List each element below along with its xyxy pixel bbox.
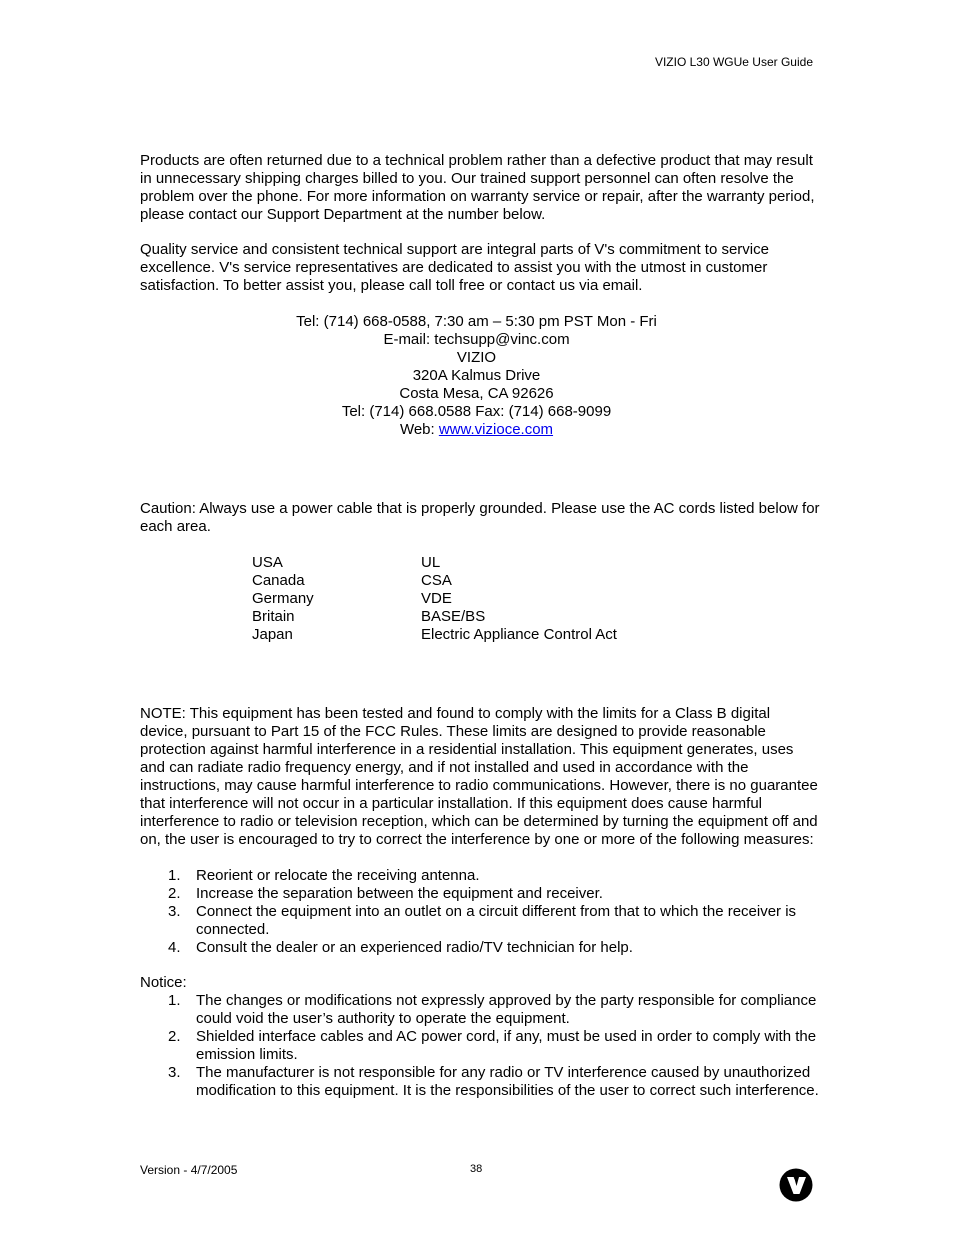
ac-cord-row <box>252 608 617 626</box>
support-paragraph-1: Products are often returned due to a technical problem rather than a defective product that may result in unnecessary shipping charges billed to you. Our trained support personnel can often resolve the problem over the phone. For more information on warranty service or repair, after the warranty period, please contact our Support Department at the number below. <box>140 152 815 223</box>
list-item <box>140 885 820 903</box>
list-item <box>140 867 820 885</box>
fcc-measures-list <box>140 867 820 957</box>
contact-web-label: Web: <box>399 421 439 438</box>
web-link[interactable]: www.vizioce.com <box>438 421 554 438</box>
contact-company: VIZIO <box>456 349 497 366</box>
list-text: The manufacturer is not responsible for any radio or TV interference caused by unauthorized modification to this equipment. It is the responsibilities of the user to correct such interference. <box>196 1064 819 1099</box>
list-number: 1. <box>168 992 181 1009</box>
list-item <box>140 1028 820 1064</box>
list-number: 1. <box>168 867 181 884</box>
notice-label: Notice: <box>140 974 187 991</box>
contact-city: Costa Mesa, CA 92626 <box>399 385 554 402</box>
cord-standard: Electric Appliance Control Act <box>421 626 617 643</box>
cord-standard: BASE/BS <box>421 608 486 625</box>
list-number: 2. <box>168 885 181 902</box>
list-text: Consult the dealer or an experienced radio/TV technician for help. <box>196 939 633 956</box>
contact-street: 320A Kalmus Drive <box>412 367 541 384</box>
cord-area: Canada <box>252 572 305 589</box>
notice-list <box>140 992 820 1100</box>
page-number: 38 <box>470 1163 483 1175</box>
ac-cord-row <box>252 590 617 608</box>
cord-standard: CSA <box>421 572 452 589</box>
cord-area: USA <box>252 554 283 571</box>
ac-cord-row <box>252 626 617 644</box>
list-text: Increase the separation between the equipment and receiver. <box>196 885 603 902</box>
fcc-note: NOTE: This equipment has been tested and found to comply with the limits for a Class B digital device, pursuant to Part 15 of the FCC Rules. These limits are designed to provide reasonable protection against harmful interference in a residential installation. This equipment generates, uses and can radiate radio frequency energy, and if not installed and used in accordance with the instructions, may cause harmful interference to radio communications. However, there is no guarantee that interference will not occur in a particular installation. If this equipment does cause harmful interference to radio or television reception, which can be determined by turning the equipment off and on, the user is encouraged to try to correct the interference by one or more of the following measures: <box>140 705 818 848</box>
list-text: Shielded interface cables and AC power cord, if any, must be used in order to comply with the emission limits. <box>196 1028 817 1063</box>
cord-standard: UL <box>421 554 441 571</box>
vizio-logo-icon <box>779 1168 813 1202</box>
power-caution: Caution: Always use a power cable that is properly grounded. Please use the AC cords listed below for each area. <box>140 500 820 535</box>
ac-cord-row <box>252 554 617 572</box>
list-item <box>140 1064 820 1100</box>
support-paragraph-2: Quality service and consistent technical support are integral parts of V's commitment to service excellence. V's service representatives are dedicated to assist you with the utmost in customer satisfaction. To better assist you, please call toll free or contact us via email. <box>140 241 769 294</box>
contact-tel-fax: Tel: (714) 668.0588 Fax: (714) 668-9099 <box>341 403 612 420</box>
list-text: Reorient or relocate the receiving antenna. <box>196 867 480 884</box>
list-number: 4. <box>168 939 181 956</box>
list-item <box>140 939 820 957</box>
list-item <box>140 903 820 939</box>
page-header-title: VIZIO L30 WGUe User Guide <box>654 55 813 69</box>
list-number: 3. <box>168 1064 181 1081</box>
list-number: 2. <box>168 1028 181 1045</box>
contact-tel-hours: Tel: (714) 668-0588, 7:30 am – 5:30 pm PST Mon - Fri <box>296 313 657 330</box>
list-number: 3. <box>168 903 181 920</box>
footer-version: Version - 4/7/2005 <box>140 1163 238 1177</box>
cord-area: Germany <box>252 590 314 607</box>
list-text: The changes or modifications not expressly approved by the party responsible for compliance could void the user’s authority to operate the equipment. <box>196 992 817 1027</box>
ac-cord-row <box>252 572 617 590</box>
list-text: Connect the equipment into an outlet on a circuit different from that to which the receiver is connected. <box>196 903 797 938</box>
list-item <box>140 992 820 1028</box>
cord-area: Japan <box>252 626 293 643</box>
ac-cord-table <box>252 554 617 644</box>
contact-email: E-mail: techsupp@vinc.com <box>383 331 570 348</box>
contact-block <box>140 313 813 439</box>
contact-web <box>140 421 813 439</box>
cord-area: Britain <box>252 608 295 625</box>
cord-standard: VDE <box>421 590 452 607</box>
